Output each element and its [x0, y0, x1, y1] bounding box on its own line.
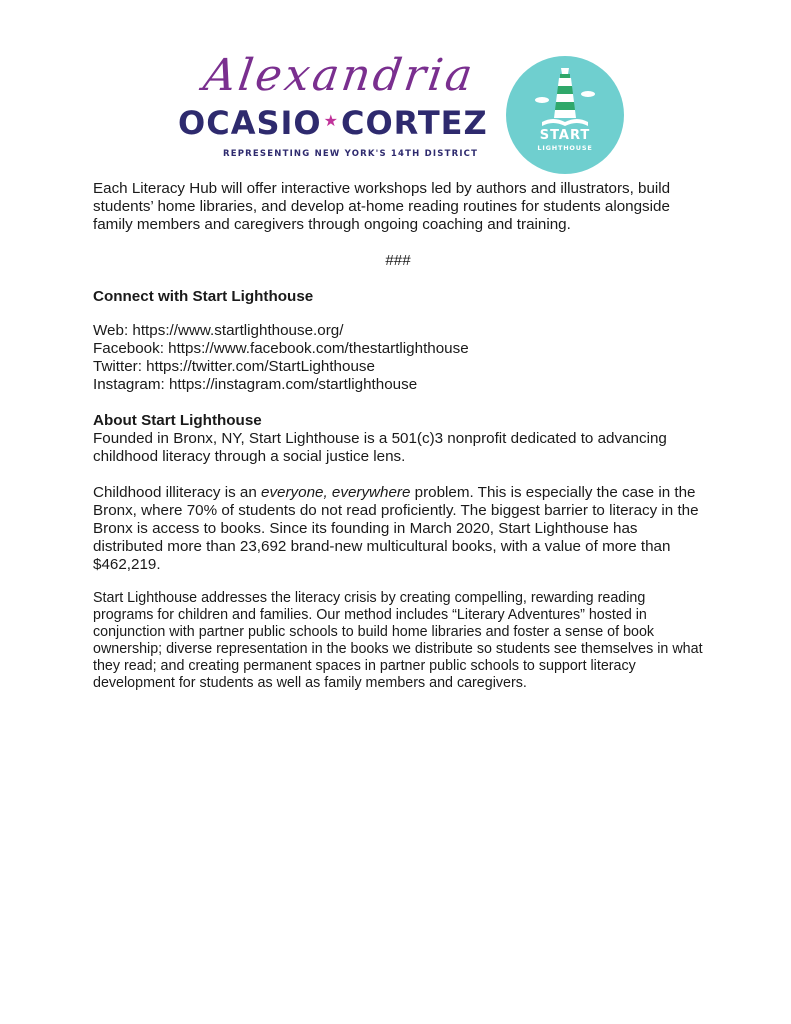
intro-paragraph: Each Literacy Hub will offer interactive workshops led by authors and illustrators, build students’ home libraries, and develop at-home reading routines for students alongside family members and caregivers through ongoing coaching and training.	[93, 180, 671, 233]
start-lighthouse-logo	[506, 56, 624, 174]
aoc-logo	[178, 50, 490, 168]
lighthouse-icon	[506, 56, 624, 174]
method-paragraph: Start Lighthouse addresses the literacy crisis by creating compelling, rewarding reading programs for children and families. Our method includes “Literary Adventures” hosted in conjunction with partner public schools to build home libraries and foster a sense of book ownership; diverse representation in the books we distribute so students see themselves in what they read; and creating permanent spaces in partner public schools to support literacy development for students as well as family members and caregivers.	[93, 590, 703, 691]
illiteracy-emphasis: everyone, everywhere	[261, 484, 411, 501]
social-links-list	[93, 322, 703, 394]
web-link[interactable]: Web: https://www.startlighthouse.org/	[93, 322, 344, 339]
illiteracy-text-end: problem. This is especially the case in the Bronx, where 70% of students do not read proficiently. The biggest barrier to literacy in the Bronx is access to books. Since its founding in March 2020, Start Lighthouse has distributed more than 23,692 brand-new multicultural books, with a value of more than $462,219.	[93, 484, 699, 573]
aoc-logo-name	[178, 104, 488, 142]
about-heading: About Start Lighthouse	[93, 412, 262, 429]
aoc-logo-tagline: REPRESENTING NEW YORK'S 14TH DISTRICT	[223, 149, 479, 159]
about-paragraph: Founded in Bronx, NY, Start Lighthouse is a 501(c)3 nonprofit dedicated to advancing childhood literacy through a social justice lens.	[93, 430, 667, 465]
connect-heading: Connect with Start Lighthouse	[93, 288, 314, 305]
twitter-link[interactable]: Twitter: https://twitter.com/StartLighthouse	[93, 358, 375, 375]
illiteracy-text-start: Childhood illiteracy is an	[93, 484, 261, 501]
section-separator: ###	[385, 252, 411, 269]
illiteracy-paragraph	[93, 484, 703, 574]
aoc-logo-name-last: CORTEZ	[340, 104, 488, 142]
star-icon: ★	[323, 111, 339, 130]
aoc-logo-name-first: OCASIO	[178, 104, 322, 142]
facebook-link[interactable]: Facebook: https://www.facebook.com/thestartlighthouse	[93, 340, 469, 357]
start-lighthouse-logo-title: START	[539, 128, 591, 143]
instagram-link[interactable]: Instagram: https://instagram.com/startlighthouse	[93, 376, 418, 393]
aoc-logo-script-name: Alexandria	[200, 50, 479, 101]
start-lighthouse-logo-subtitle: LIGHTHOUSE	[537, 144, 593, 152]
